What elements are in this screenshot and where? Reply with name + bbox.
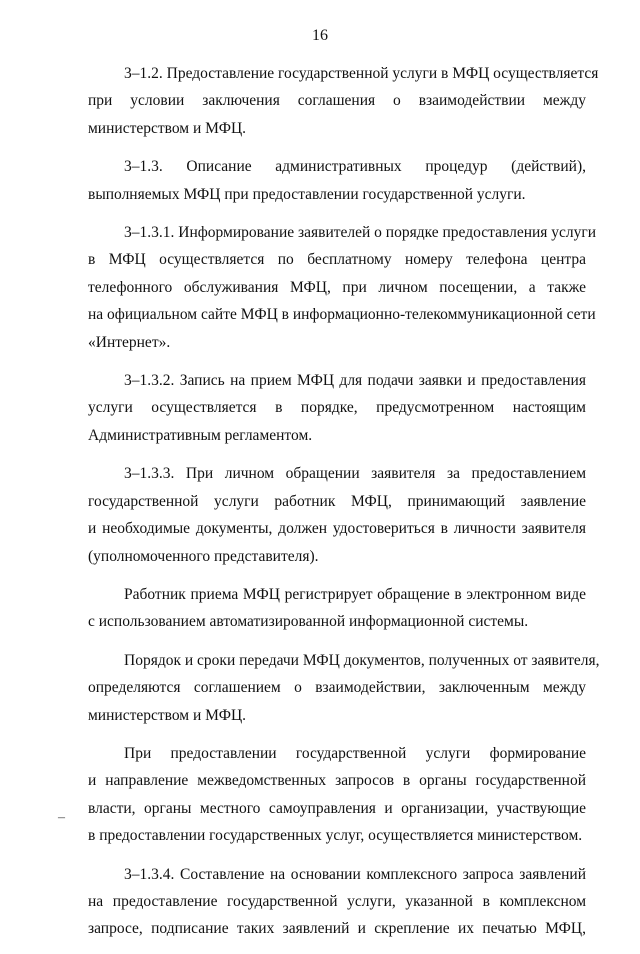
text-line: в предоставлении государственных услуг, осуществляется министерством.	[88, 827, 583, 845]
paragraph-registration	[88, 581, 586, 636]
text-line: на официальном сайте МФЦ в информационно-телекоммуникационной сети	[88, 306, 596, 324]
paragraph-3-1-3-3	[88, 460, 586, 570]
text-line: 3–1.2. Предоставление государственной услуги в МФЦ осуществляется	[124, 65, 599, 82]
text-line: в МФЦ осуществляется по бесплатному номеру телефона центра	[88, 251, 586, 269]
text-line: с использованием автоматизированной информационной системы.	[88, 613, 529, 631]
text-line: власти, органы местного самоуправления и организации, участвующие	[88, 799, 586, 817]
text-line: министерством и МФЦ.	[88, 706, 247, 724]
paragraph-3-1-2	[88, 60, 599, 142]
paragraph-transfer-order	[88, 647, 600, 729]
paragraph-3-1-3-4	[88, 861, 586, 943]
text-line: государственной услуги работник МФЦ, принимающий заявление	[88, 492, 586, 510]
text-line: 3–1.3.4. Составление на основании комплексного запроса заявлений	[124, 865, 586, 883]
text-line: определяются соглашением о взаимодействии, заключенным между	[88, 679, 586, 697]
text-line: Работник приема МФЦ регистрирует обращение в электронном виде	[124, 585, 586, 603]
text-line: услуги осуществляется в порядке, предусмотренном настоящим	[88, 399, 586, 417]
text-line: 3–1.3.3. При личном обращении заявителя за предоставлением	[124, 465, 586, 483]
text-line: 3–1.3.1. Информирование заявителей о порядке предоставления услуги	[124, 224, 597, 242]
text-line: телефонного обслуживания МФЦ, при личном посещении, а также	[88, 278, 586, 296]
text-line: (уполномоченного представителя).	[88, 547, 319, 565]
text-line: При предоставлении государственной услуги формирование	[124, 744, 586, 762]
text-line: министерством и МФЦ.	[88, 119, 247, 137]
text-line: выполняемых МФЦ при предоставлении государственной услуги.	[88, 185, 526, 203]
paragraph-3-1-3	[88, 153, 586, 208]
text-line: Порядок и сроки передачи МФЦ документов, полученных от заявителя,	[124, 651, 600, 669]
text-line: и направление межведомственных запросов в органы государственной	[88, 772, 586, 790]
paragraph-3-1-3-1	[88, 219, 597, 356]
text-line: и необходимые документы, должен удостовериться в личности заявителя	[88, 520, 586, 538]
text-line: 3–1.3. Описание административных процедур (действий),	[124, 158, 586, 176]
text-line: «Интернет».	[88, 333, 171, 351]
text-line: запросе, подписание таких заявлений и скрепление их печатью МФЦ,	[88, 920, 586, 938]
document-body	[88, 60, 600, 954]
page-number: 16	[312, 27, 328, 44]
margin-mark: –	[58, 810, 65, 825]
text-line: на предоставление государственной услуги, указанной в комплексном	[88, 892, 586, 910]
text-line: при условии заключения соглашения о взаимодействии между	[88, 92, 586, 110]
text-line: Административным регламентом.	[88, 426, 313, 444]
text-line: 3–1.3.2. Запись на прием МФЦ для подачи заявки и предоставления	[124, 372, 586, 390]
paragraph-interagency-requests	[88, 740, 586, 850]
paragraph-3-1-3-2	[88, 367, 586, 449]
